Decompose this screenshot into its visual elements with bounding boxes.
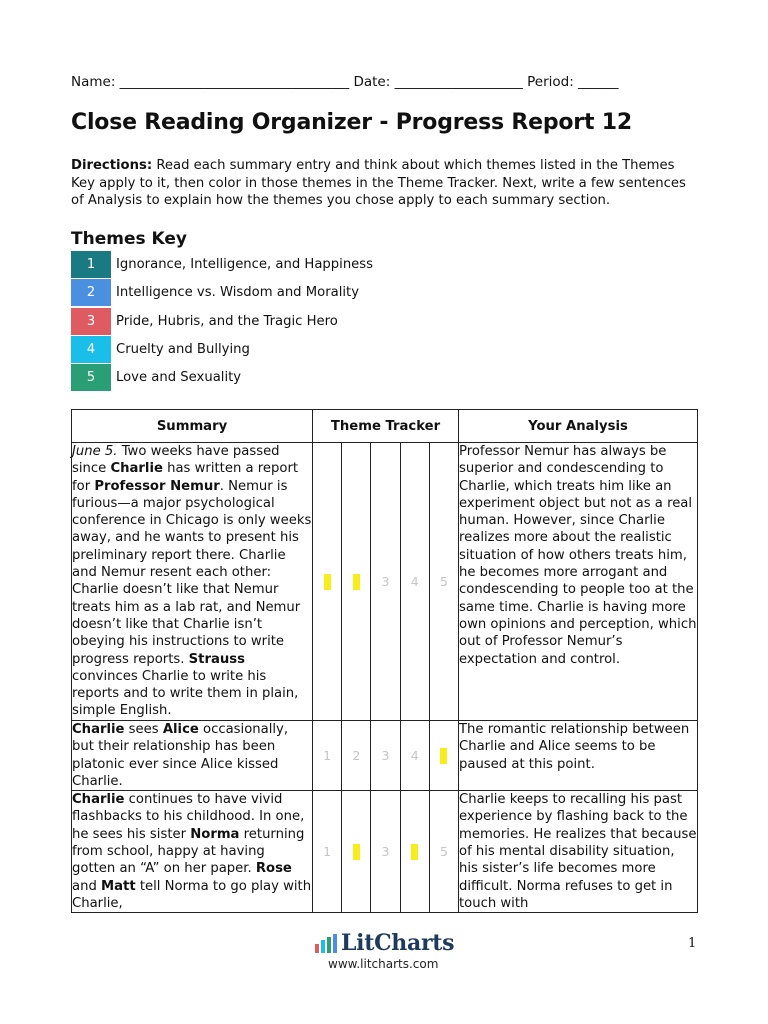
theme-tracker-box-5[interactable] [429, 721, 458, 790]
theme-tracker-number: 3 [381, 844, 390, 860]
theme-tracker-box-5[interactable] [429, 791, 458, 912]
theme-tracker-number: 2 [352, 748, 361, 763]
summary-column-header: Summary [72, 410, 313, 443]
theme-tracker-box-4[interactable] [400, 721, 429, 790]
theme-tracker-box-1[interactable] [313, 791, 341, 912]
analysis-text: Charlie keeps to recalling his past experience by flashing back to the memories. He realizes that because of his mental disability situation, his sister’s life becomes more difficult. Norma refuses to get in touch with [459, 792, 697, 911]
analysis-cell[interactable] [459, 791, 698, 913]
page-title: Close Reading Organizer - Progress Report 12 [71, 110, 632, 135]
theme-tracker-number: 1 [323, 844, 332, 860]
theme-tracker-number: 5 [439, 574, 448, 589]
theme-tracker-box-5[interactable] [429, 443, 458, 720]
summary-text: Charlie continues to have vivid flashbacks to his childhood. In one, he sees his sister Norma returning from school, happy at having gotten an “A” on her paper. Rose and Matt tell Norma to go play with Charlie, [72, 792, 312, 911]
directions-text: Read each summary entry and think about which themes listed in the Themes Key apply to it, then color in those themes in the Theme Tracker. Next, write a few sentences of Analysis to explain how the themes you chose apply to each summary section. [71, 158, 686, 208]
theme-key-item [71, 279, 471, 307]
analysis-text: Professor Nemur has always be superior and condescending to Charlie, which treats him like an experiment object but not as a real human. However, since Charlie realizes more about the realistic situation of how others treats him, he becomes more arrogant and condescending to people too at the same time. Charlie is having more own opinions and perception, which out of Professor Nemur’s expectation and control. [459, 444, 697, 667]
table-row [72, 443, 698, 721]
logo-bar [321, 940, 325, 953]
theme-label: Love and Sexuality [116, 370, 242, 386]
theme-tracker-number: 4 [410, 748, 419, 763]
theme-tracker-cell [313, 721, 459, 791]
theme-tracker-box-2[interactable] [341, 791, 370, 912]
logo-bars-icon [315, 934, 337, 953]
theme-key-item [71, 336, 471, 364]
theme-highlight-mark [411, 844, 418, 860]
theme-tracker-box-1[interactable] [313, 443, 341, 720]
summary-cell [72, 721, 313, 791]
theme-tracker-box-3[interactable] [370, 443, 399, 720]
directions-paragraph [71, 157, 701, 210]
themes-key-title: Themes Key [71, 229, 187, 249]
theme-tracker-number: 3 [381, 748, 390, 763]
student-info-line: Name: __________________________________ Date: ___________________ Period: ______ [71, 74, 619, 90]
theme-label: Intelligence vs. Wisdom and Morality [116, 285, 359, 301]
theme-tracker-box-2[interactable] [341, 443, 370, 720]
theme-label: Ignorance, Intelligence, and Happiness [116, 257, 374, 272]
theme-tracker-box-4[interactable] [400, 443, 429, 720]
theme-label: Pride, Hubris, and the Tragic Hero [116, 313, 338, 329]
theme-tracker-box-3[interactable] [370, 791, 399, 912]
analysis-column-header: Your Analysis [459, 410, 698, 443]
theme-key-item [71, 364, 471, 392]
theme-tracker-number: 5 [439, 844, 448, 860]
theme-highlight-mark [440, 748, 447, 764]
litcharts-logo [315, 930, 454, 956]
themes-key-list [71, 251, 471, 392]
footer-url: www.litcharts.com [328, 957, 439, 971]
table-row [72, 721, 698, 791]
theme-tracker-number: 1 [323, 748, 332, 763]
theme-number-swatch: 4 [71, 336, 111, 363]
logo-bar [327, 937, 331, 953]
summary-cell [72, 443, 313, 721]
logo-bar [315, 944, 319, 953]
summary-text: Charlie sees Alice occasionally, but their relationship has been platonic ever since Alice kissed Charlie. [72, 722, 289, 789]
table-header-row [72, 410, 698, 443]
theme-tracker-box-2[interactable] [341, 721, 370, 790]
theme-label: Cruelty and Bullying [116, 341, 250, 357]
theme-tracker-box-4[interactable] [400, 791, 429, 912]
theme-tracker-cell [313, 443, 459, 721]
theme-tracker-number: 3 [381, 574, 390, 589]
theme-key-item [71, 251, 471, 279]
theme-tracker-number: 4 [410, 574, 419, 589]
organizer-table [71, 409, 698, 913]
summary-text: June 5. Two weeks have passed since Charlie has written a report for Professor Nemur. Nemur is furious—a major psychological conference in Chicago is only weeks away, and he wants to present his preliminary report there. Charlie and Nemur resent each other: Charlie doesn’t like that Nemur treats him as a lab rat, and Nemur doesn’t like that Charlie isn’t obeying his instructions to write progress reports. Strauss convinces Charlie to write his reports and to write them in plain, simple English. [72, 444, 312, 719]
theme-highlight-mark [353, 574, 360, 590]
logo-bar [333, 934, 337, 953]
logo-text: LitCharts [341, 930, 455, 956]
theme-number-swatch: 2 [71, 279, 111, 306]
theme-number-swatch: 5 [71, 364, 111, 391]
theme-tracker-box-1[interactable] [313, 721, 341, 790]
analysis-cell[interactable] [459, 721, 698, 791]
theme-number-swatch: 3 [71, 308, 111, 335]
theme-highlight-mark [324, 574, 331, 590]
theme-tracker-column-header: Theme Tracker [313, 410, 459, 443]
theme-tracker-box-3[interactable] [370, 721, 399, 790]
theme-key-item [71, 308, 471, 336]
summary-cell [72, 791, 313, 913]
directions-label: Directions: [71, 158, 153, 173]
theme-highlight-mark [353, 844, 360, 860]
analysis-cell[interactable] [459, 443, 698, 721]
page-number: 1 [688, 936, 697, 951]
analysis-text: The romantic relationship between Charlie and Alice seems to be paused at this point. [459, 722, 690, 772]
theme-tracker-cell [313, 791, 459, 913]
theme-number-swatch: 1 [71, 251, 111, 278]
table-row [72, 791, 698, 913]
